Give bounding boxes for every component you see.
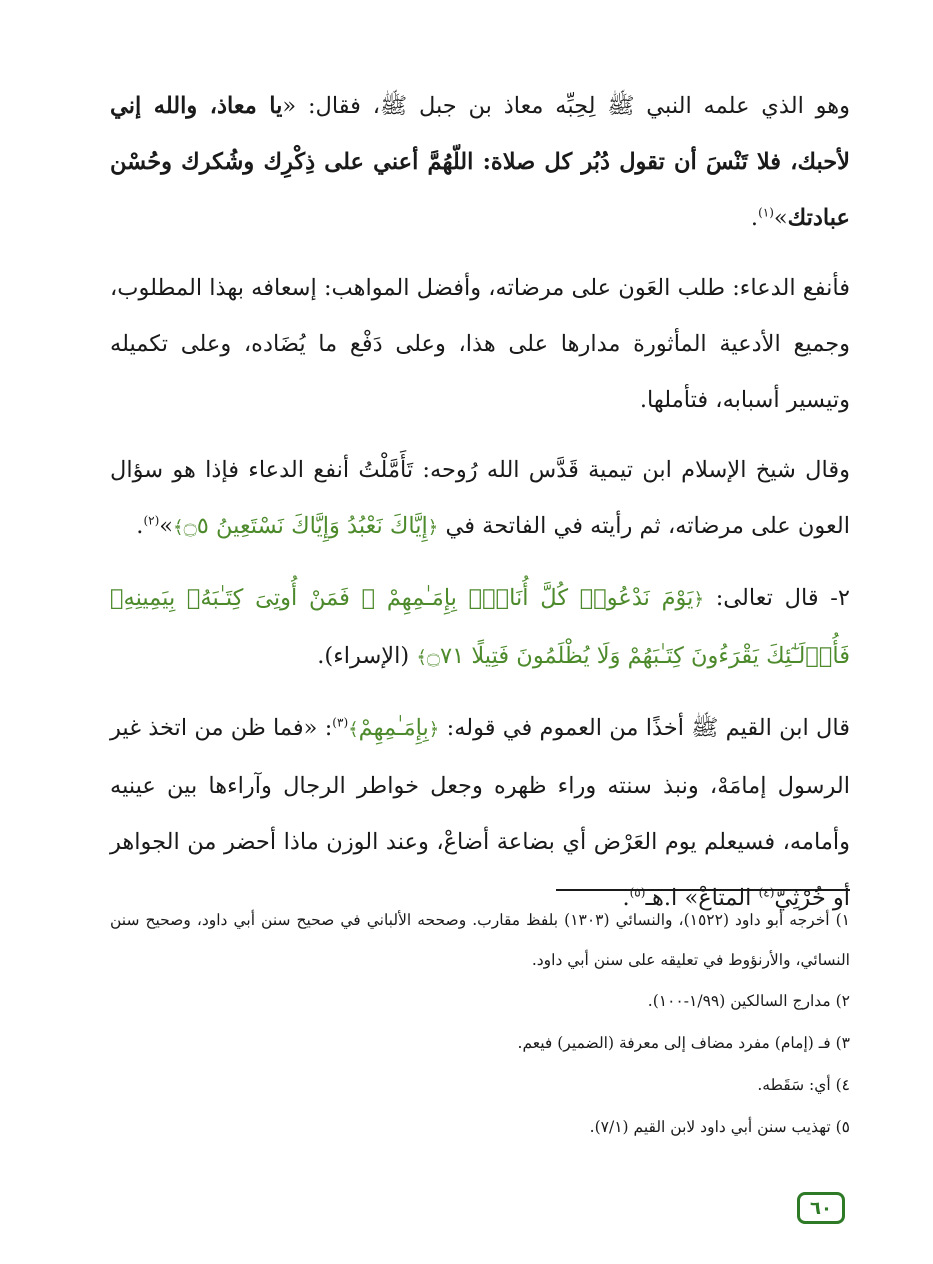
paragraph-5-text: : «فما ظن من اتخذ غير الرسول إمامَهْ، ونبذ سنته وراء ظهره وجعل خواطر الرجال وآراءها بين عينيه وأمامه، فسيعلم يوم العَرْض أي بضاعة أضاعْ، وعند الوزن ماذا أحضر من الجواهر أو خُرْثِيّ [110, 715, 850, 911]
quote-close: » [773, 205, 788, 231]
quran-open-bracket: ﴿ [693, 589, 704, 610]
paragraph-1-end: . [750, 205, 759, 231]
footnote-5: ٥) تهذيب سنن أبي داود لابن القيم (٧/١). [589, 1118, 850, 1136]
quran-open-bracket: ﴿ [427, 517, 439, 538]
main-text [110, 78, 850, 940]
paragraph-4-prefix: ٢- قال تعالى: [715, 585, 850, 611]
paragraph-2 [110, 260, 850, 428]
paragraph-5 [110, 700, 850, 926]
footnote-ref-5[interactable]: (٥) [629, 885, 646, 900]
footnote-ref-2[interactable]: (٢) [143, 513, 160, 528]
paragraph-3 [110, 442, 850, 556]
paragraph-5-text-2: المتاعْ» ا.هـ [645, 885, 759, 911]
quran-word: بِإِمَـٰمِهِمْ [358, 715, 429, 741]
footnote-3: ٣) فـ (إمام) مفرد مضاف إلى معرفة (الضمير) فيعم. [517, 1034, 850, 1052]
quran-verse-fatiha: إِيَّاكَ نَعْبُدُ وَإِيَّاكَ نَسْتَعِينُ ۝٥ [183, 513, 428, 539]
footnote-2: ٢) مدارج السالكين (١/٩٩-١٠٠). [647, 992, 850, 1010]
paragraph-5-intro: قال ابن القيم ﷺ أخذًا من العموم في قوله: [446, 715, 851, 741]
footnote-ref-4[interactable]: (٤) [758, 885, 775, 900]
page-number: ٦٠ [797, 1192, 845, 1224]
paragraph-2-text: فأنفع الدعاء: طلب العَون على مرضاته، وأفضل المواهب: إسعافه بهذا المطلوب، وجميع الأدعية المأثورة مدارها على هذا، وعلى دَفْع ما يُضَاده، وعلى تكميله وتيسير أسبابه، فتأملها. [110, 275, 850, 413]
quran-verse-isra: يَوْمَ نَدْعُوا۟ كُلَّ أُنَاسٍۭ بِإِمَـٰمِهِمْ ۖ فَمَنْ أُوتِىَ كِتَـٰبَهُۥ بِيَمِينِهِۦ فَأُو۟لَـٰٓئِكَ يَقْرَءُونَ كِتَـٰبَهُمْ وَلَا يُظْلَمُونَ فَتِيلًا ۝٧١ [110, 585, 850, 669]
paragraph-5-end: . [622, 885, 630, 911]
quran-close-bracket: ﴾ [173, 517, 184, 538]
footnotes [110, 900, 850, 1148]
footnote-4: ٤) أي: سَقَطه. [757, 1076, 850, 1094]
footnote-ref-3[interactable]: (٣) [332, 715, 349, 730]
quran-open-bracket: ﴿ [428, 719, 440, 740]
surah-reference: (الإسراء). [317, 643, 410, 669]
paragraph-1 [110, 78, 850, 246]
quote-close: » [159, 513, 174, 539]
quran-close-bracket: ﴾ [416, 647, 427, 668]
hadith-quote: يا معاذ، والله إني لأحبك، فلا تَنْسَ أن تقول دُبُر كل صلاة: اللّهُمَّ أعني على ذِكْرِك وشُكرك وحُسْن عبادتك [110, 93, 850, 231]
paragraph-1-intro: وهو الذي علمه النبي ﷺ لِحِبِّه معاذ بن جبل ﷺ، فقال: « [282, 93, 850, 119]
quran-close-bracket: ﴾ [348, 719, 359, 740]
footnote-1: ١) أخرجه أبو داود (١٥٢٢)، والنسائي (١٣٠٣) بلفظ مقارب. وصححه الألباني في صحيح سنن أبي داود، وصحيح سنن النسائي، والأرنؤوط في تعليقه على سنن أبي داود. [110, 911, 850, 969]
paragraph-3-text: وقال شيخ الإسلام ابن تيمية قَدَّس الله رُوحه: تَأَمَّلْتُ أنفع الدعاء فإذا هو سؤال العون على مرضاته، ثم رأيته في الفاتحة في [110, 457, 850, 539]
footnote-divider [556, 889, 850, 891]
footnote-ref-1[interactable]: (١) [758, 205, 774, 220]
paragraph-3-end: . [136, 513, 144, 539]
paragraph-4 [110, 570, 850, 686]
